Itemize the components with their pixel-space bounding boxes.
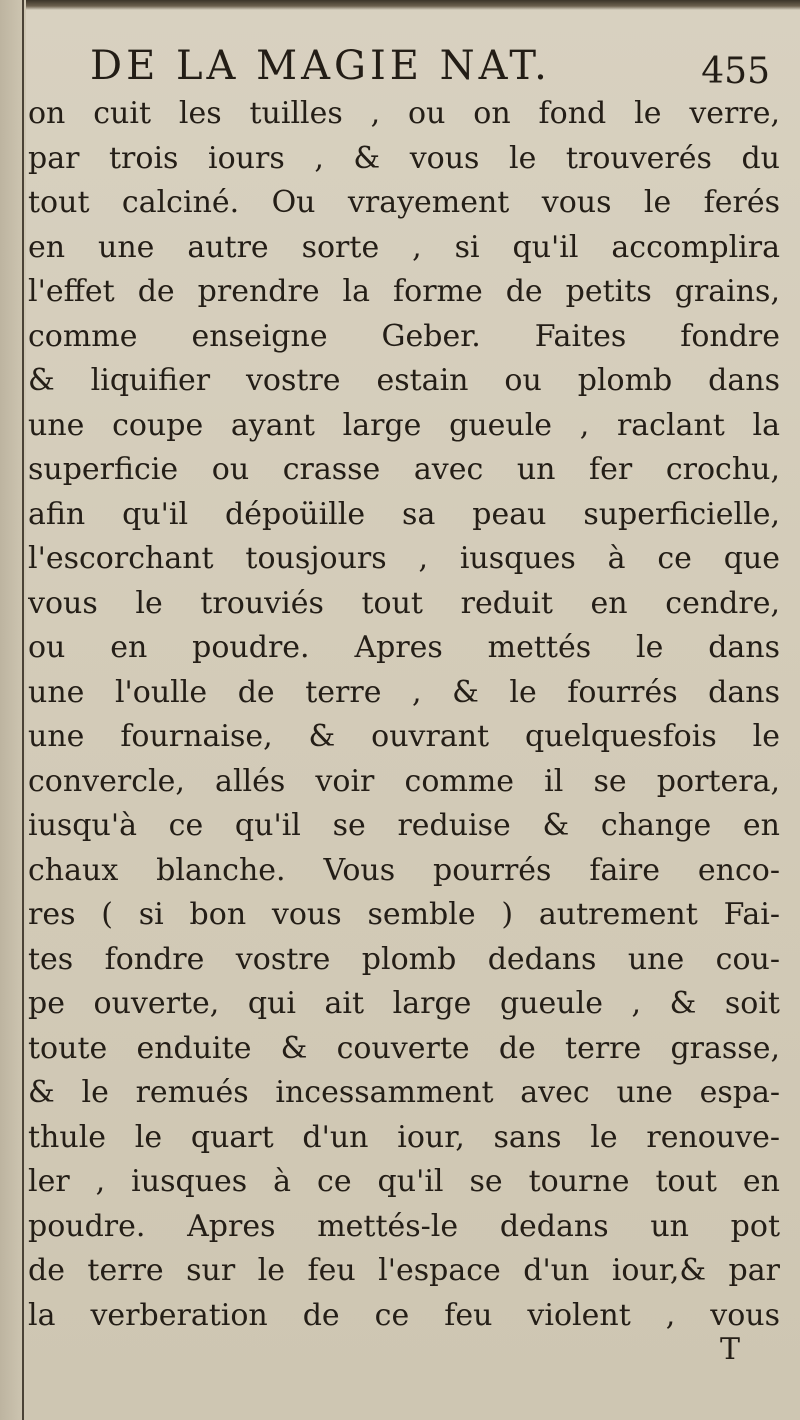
text-line: toute enduite & couverte de terre grasse, [28, 1030, 780, 1066]
text-line: chaux blanche. Vous pourrés faire enco- [28, 852, 780, 888]
text-line: l'effet de prendre la forme de petits grains, [28, 274, 780, 309]
text-line: pe ouverte, qui ait large gueule , & soit [28, 986, 780, 1021]
catchword: T [720, 1332, 741, 1367]
text-line: une l'oulle de terre , & le fourrés dans [28, 674, 780, 710]
text-line: en une autre sorte , si qu'il accomplira [28, 229, 780, 265]
text-line: thule le quart d'un iour, sans le renouve- [28, 1119, 780, 1155]
page-top-edge [0, 0, 800, 10]
text-line: ler , iusques à ce qu'il se tourne tout en [28, 1164, 780, 1199]
running-head [90, 40, 780, 92]
text-line: convercle, allés voir comme il se portera, [28, 763, 780, 799]
text-line: une fournaise, & ouvrant quelquesfois le [28, 719, 780, 754]
text-line: res ( si bon vous semble ) autrement Fai- [28, 897, 780, 932]
text-line: & liquifier vostre estain ou plomb dans [28, 363, 780, 398]
text-line: tes fondre vostre plomb dedans une cou- [28, 941, 780, 977]
text-line: poudre. Apres mettés-le dedans un pot [28, 1208, 780, 1244]
text-line: afin qu'il dépoüille sa peau superficielle, [28, 496, 780, 532]
running-title: DE LA MAGIE NAT. [90, 43, 551, 89]
text-line: tout calciné. Ou vrayement vous le ferés [28, 185, 780, 220]
text-line: ou en poudre. Apres mettés le dans [28, 630, 780, 665]
text-line: une coupe ayant large gueule , raclant la [28, 407, 780, 443]
gutter-rule [22, 0, 24, 1420]
text-line: de terre sur le feu l'espace d'un iour,& par [28, 1253, 780, 1288]
text-line: par trois iours , & vous le trouverés du [28, 140, 780, 176]
text-line: vous le trouviés tout reduit en cendre, [28, 585, 780, 621]
text-line: & le remués incessamment avec une espa- [28, 1075, 780, 1110]
body-text [28, 92, 780, 1338]
text-line: superficie ou crasse avec un fer crochu, [28, 452, 780, 487]
text-line: comme enseigne Geber. Faites fondre [28, 318, 780, 354]
text-line: on cuit les tuilles , ou on fond le verre, [28, 96, 780, 131]
text-line: l'escorchant tousjours , iusques à ce que [28, 541, 780, 576]
text-line: la verberation de ce feu violent , vous [28, 1297, 780, 1333]
page-number: 455 [701, 51, 770, 92]
text-line: iusqu'à ce qu'il se reduise & change en [28, 808, 780, 843]
